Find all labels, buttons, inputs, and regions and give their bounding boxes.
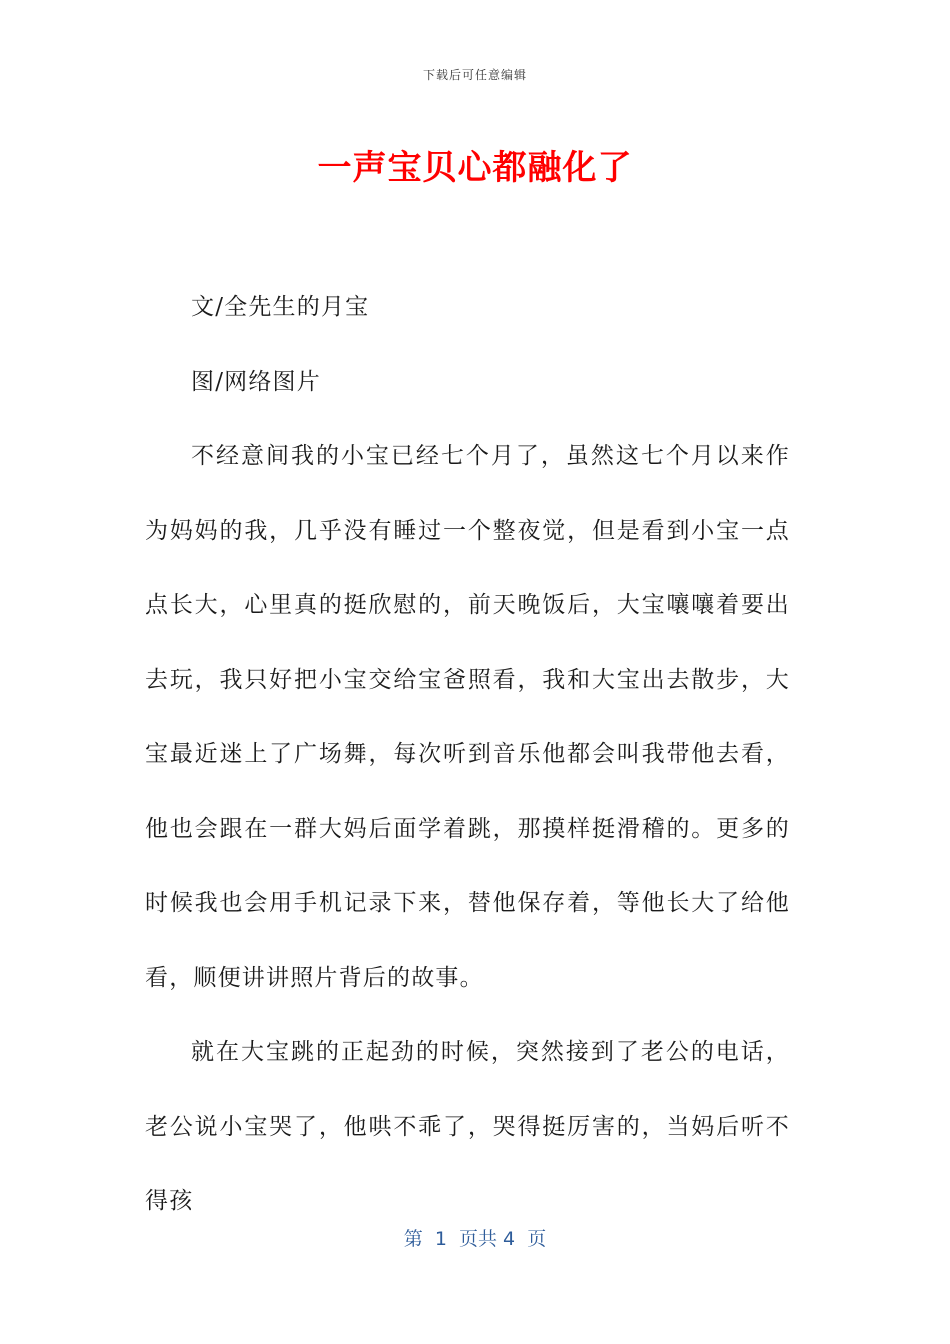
- body-paragraph: 不经意间我的小宝已经七个月了，虽然这七个月以来作为妈妈的我，几乎没有睡过一个整夜觉，但是看到小宝一点点长大，心里真的挺欣慰的，前天晚饭后，大宝嚷嚷着要出去玩，我只好把小宝交给宝爸照看，我和大宝出去散步，大宝最近迷上了广场舞，每次听到音乐他都会叫我带他去看，他也会跟在一群大妈后面学着跳，那摸样挺滑稽的。更多的时候我也会用手机记录下来，替他保存着，等他长大了给他看，顺便讲讲照片背后的故事。: [145, 443, 790, 991]
- body-paragraph: 就在大宝跳的正起劲的时候，突然接到了老公的电话，老公说小宝哭了，他哄不乖了，哭得挺厉害的，当妈后听不得孩: [145, 1039, 790, 1214]
- page-number-footer: 第 1 页共 4 页: [403, 1228, 547, 1250]
- author-line: 文/全先生的月宝: [191, 294, 370, 320]
- image-credit-line: 图/网络图片: [191, 368, 321, 395]
- document-body: [145, 270, 790, 1239]
- document-title: 一声宝贝心都融化了: [317, 148, 633, 188]
- page-header-note: 下载后可任意编辑: [422, 68, 527, 82]
